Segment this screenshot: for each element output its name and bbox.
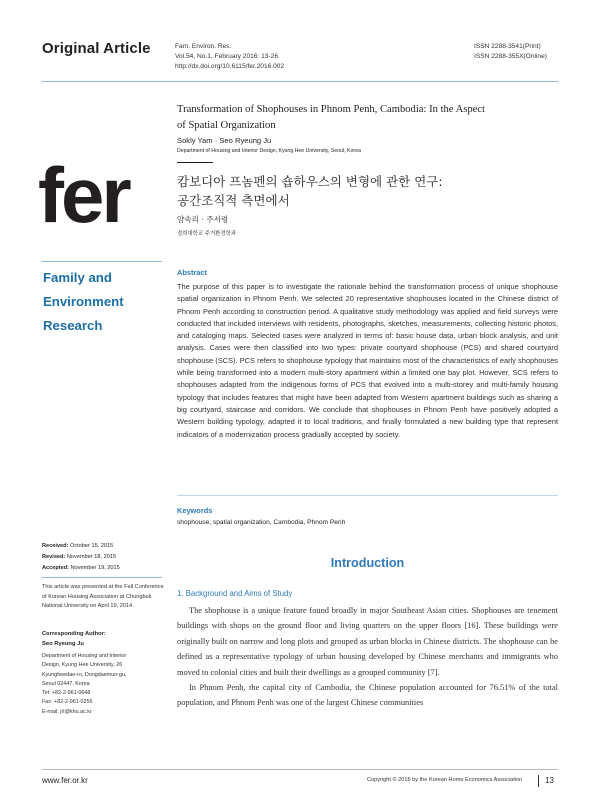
paragraph: In Phnom Penh, the capital city of Cambodia, the Chinese population accounted for 76.51% of the total population, and Phnom Penh was one of the largest Chinese communities xyxy=(177,683,558,708)
corresponding-address xyxy=(42,652,167,717)
authors-en: Sokly Yam · Seo Ryeung Ju xyxy=(177,136,272,145)
received-date xyxy=(42,541,120,552)
keywords-heading: Keywords xyxy=(177,506,213,515)
issn-print: ISSN 2288-3541(Print) xyxy=(474,43,541,50)
footer-divider xyxy=(42,769,558,770)
received-value: October 15, 2015 xyxy=(70,543,114,549)
title-line: 공간조직적 측면에서 xyxy=(177,193,290,208)
footer-separator xyxy=(538,775,539,787)
journal-volume: Vol.54, No.1, February 2016: 13-26 xyxy=(175,53,279,60)
article-dates xyxy=(42,541,120,574)
section-title: Introduction xyxy=(330,556,405,570)
title-divider xyxy=(177,162,213,163)
journal-name-line: Research xyxy=(43,318,103,333)
keywords-text: shophouse, spatial organization, Cambodia, Phnom Penh xyxy=(177,519,346,526)
doi-link[interactable]: http://dx.doi.org/10.6115/fer.2016.002 xyxy=(175,63,285,70)
revised-value: November 18, 2015 xyxy=(66,554,117,560)
journal-url[interactable]: www.fer.or.kr xyxy=(42,776,88,785)
affiliation-ko: 경희대학교 주거환경학과 xyxy=(177,231,236,237)
address-line: Kyungheedae-ro, Dongdaemun-gu, xyxy=(42,671,127,678)
affiliation-en: Department of Housing and Interior Design, Kyung Hee University, Seoul, Korea xyxy=(177,148,361,154)
title-line: of Spatial Organization xyxy=(177,120,276,131)
abstract-heading: Abstract xyxy=(177,268,207,277)
presentation-note: This article was presented at the Fall Conference of Korean Housing Association at Chungbuk National University on April 19, 2014. xyxy=(42,584,164,609)
article-title-ko xyxy=(177,172,507,210)
address-line: Seoul 02447, Korea xyxy=(42,680,90,687)
sidebar-divider xyxy=(42,261,162,262)
journal-logo: fer xyxy=(38,151,129,239)
journal-abbrev: Fam. Environ. Res. xyxy=(175,43,232,50)
paragraph: The shophouse is a unique feature found broadly in major Southeast Asian cities. Shophouses are tenement buildings with shops on the ground floor and living quarters on the upper floors [16]. These buildings were originally built on narrow and long plots and grouped as urban blocks in Chinese districts. The shophouse can be defined as a representative typology of urban housing developed by Chinese merchants and immigrants who moved to colonial cities and built their dwellings as a grouped community [7]. xyxy=(177,606,558,677)
address-line: Tel: +82-2-961-0648 xyxy=(42,690,91,697)
journal-citation xyxy=(175,42,284,72)
sidebar-divider xyxy=(42,577,162,578)
issn-online: ISSN 2288-355X(Online) xyxy=(474,53,547,60)
journal-name-line: Family and xyxy=(43,270,112,285)
article-type: Original Article xyxy=(42,40,151,57)
accepted-value: November 19, 2015 xyxy=(70,565,120,571)
copyright: Copyright © 2016 by the Korean Home Economics Association xyxy=(367,777,523,783)
address-line: Design, Kyung Hee University, 26 xyxy=(42,662,123,669)
subsection-title: 1. Background and Aims of Study xyxy=(177,589,293,598)
page-number: 13 xyxy=(545,776,554,785)
address-line: Fax: +82-2-961-0256 xyxy=(42,699,93,706)
body-text xyxy=(177,603,558,711)
title-line: Transformation of Shophouses in Phnom Penh, Cambodia: In the Aspect xyxy=(177,104,485,115)
journal-name-line: Environment xyxy=(43,294,124,309)
abstract-divider xyxy=(177,495,558,496)
address-line: Department of Housing and Interior xyxy=(42,653,127,659)
revised-date xyxy=(42,552,120,563)
authors-ko: 얌속리 · 주서령 xyxy=(177,215,229,224)
header-divider xyxy=(42,81,558,82)
article-title-en xyxy=(177,102,507,134)
email-link[interactable]: E-mail: jrl@khu.ac.kr xyxy=(42,708,92,715)
received-label: Received: xyxy=(42,543,69,549)
accepted-date xyxy=(42,563,120,574)
title-line: 캄보디아 프놈펜의 숍하우스의 변형에 관한 연구: xyxy=(177,174,443,189)
corresponding-author-label: Corresponding Author: xyxy=(42,631,106,637)
abstract-text: The purpose of this paper is to investigate the rationale behind the transformation process of unique shophouse spatial organization in Phnom Penh. We selected 20 representative shophouses located in the Chinese district of Phnom Penh according to construction period. A qualitative study methodology was applied and field surveys were conducted that included interviews with residents, photographs, sketches, measurements, collecting historic photos, and cataloging maps. Selected cases were analyzed in terms of: basic house data, urban block analysis, and unit analysis. Cases were then classified into two types: private courtyard shophouse (PCS) and shared courtyard shophouse (SCS). PCS refers to shophouse typology that maintains most of the characteristics of early shophouses while being transformed into a modern multi-story apartment within a limited one bay plot. However, SCS refers to shophouses adapted from the indigenous forms of PCS that evolved into a multi-storey and multi-family housing typology that includes features that might have been adapted from Western apartment buildings such as sharing a big courtyard, staircase and corridors. We conclude that shophouses in Phnom Penh have positively adopted a Western building typology, adapted it to local traditions, and finally formulated a new building type that represent indicators of a modernization process gradually accepted by society. xyxy=(177,282,558,439)
revised-label: Revised: xyxy=(42,554,66,560)
issn-block xyxy=(474,42,547,62)
corresponding-author-name: Seo Ryeung Ju xyxy=(42,641,84,647)
journal-name xyxy=(43,266,124,338)
accepted-label: Accepted: xyxy=(42,565,70,571)
